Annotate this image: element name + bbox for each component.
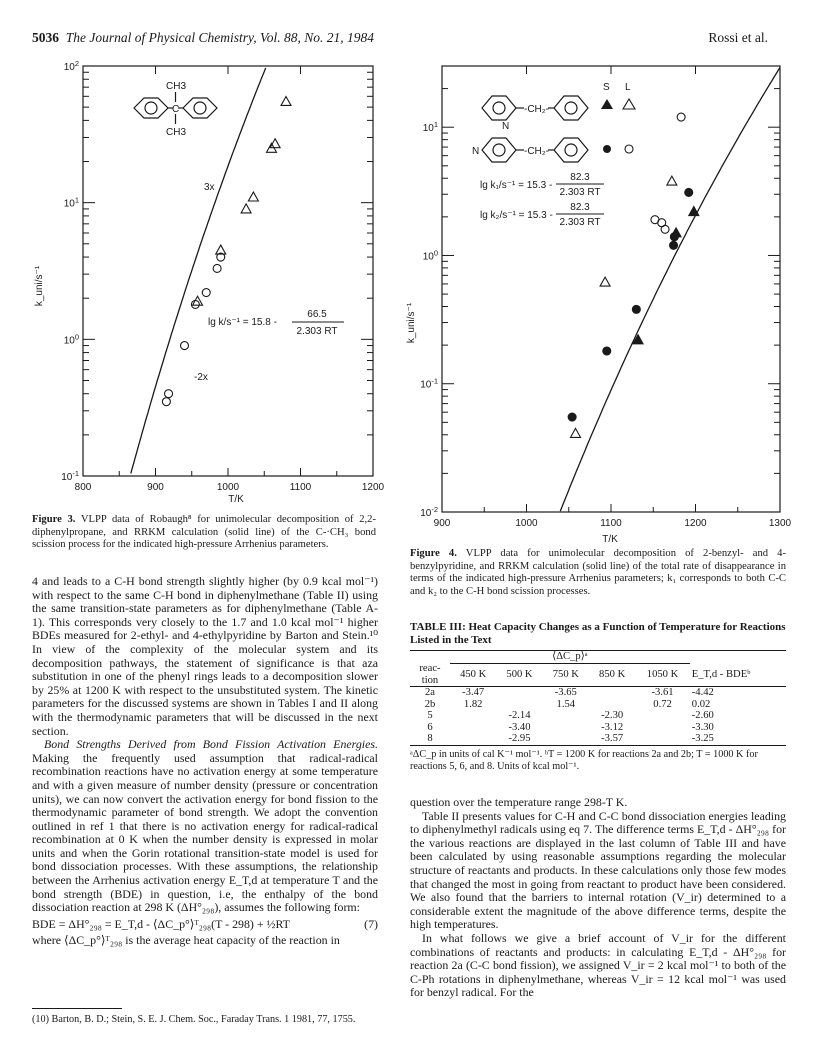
figure-4-eq2-lhs: lg k₂/s⁻¹ = 15.3 - xyxy=(480,210,553,221)
table-row xyxy=(410,710,786,722)
table-cell-c500: -2.14 xyxy=(508,710,531,721)
figure-4-caption-label: Figure 4. xyxy=(410,548,457,559)
legend-triangle-open xyxy=(623,99,635,109)
right-para-2: Table II presents values for C-H and C-C bond dissociation energies leading to diphenylmethyl radicals using eq 7. The difference terms E_T,d - ΔH°₂₉₈ for the various reactions are displayed in the last column of Table III and have been calculated by using reasonable assumptions regarding the molecular structure of reactants and products. In these calculations only those few modes that changed the most in going from reactant to product have been considered. We also found that the barriers to internal rotation (V_ir) determined to a considerable extent the magnitude of the above difference terms, despite the high temperatures. xyxy=(410,808,786,932)
table-cell-diff: -4.42 xyxy=(691,687,714,698)
x-tick-label: 1200 xyxy=(684,518,707,529)
figure-3-equation-lhs: lg k/s⁻¹ = 15.8 - xyxy=(208,317,277,328)
table-cell-c1050 xyxy=(635,733,689,745)
data-point-triangle-open xyxy=(241,204,251,213)
table-cell-c750 xyxy=(543,722,589,734)
label-3x: 3x xyxy=(204,182,215,193)
footnote-10: (10) Barton, B. D.; Stein, S. E. J. Chem. Soc., Faraday Trans. 1 1981, 77, 1755. xyxy=(32,1014,356,1025)
table-cell-c750: -3.65 xyxy=(554,687,577,698)
data-point-circle-open xyxy=(181,342,189,350)
table-cell-c500: -3.40 xyxy=(508,721,531,733)
table-cell-reaction: 2b xyxy=(424,698,436,710)
right-para-1: question over the temperature range 298-T K. xyxy=(410,795,628,809)
data-point-circle-filled xyxy=(632,305,640,313)
legend-circle-filled xyxy=(603,145,611,153)
y-tick-label: $10^{-2}$ xyxy=(420,505,438,519)
data-point-circle-filled xyxy=(603,347,611,355)
figure-3-equation-num: 66.5 xyxy=(307,309,327,320)
table-cell-c850: -3.57 xyxy=(601,733,624,744)
table-3-col-750: 750 K xyxy=(552,669,579,680)
pyridine-n-2: N xyxy=(502,121,510,132)
data-point-circle-filled xyxy=(670,241,678,249)
table-cell-c850 xyxy=(589,687,635,699)
data-point-circle-open xyxy=(661,225,669,233)
figure-4-eq1-lhs: lg k₁/s⁻¹ = 15.3 - xyxy=(480,180,553,191)
figure-4-frame xyxy=(442,66,780,512)
table-cell-reaction: 6 xyxy=(427,721,433,733)
left-para-2 xyxy=(32,738,378,915)
table-cell-c450 xyxy=(450,722,496,734)
table-3-col-1050: 1050 K xyxy=(646,669,679,680)
table-cell-c850 xyxy=(589,699,635,711)
ch2-label-2: -CH₂- xyxy=(524,146,549,157)
data-point-circle-filled xyxy=(670,233,678,241)
table-3-group-header: ⟨ΔC_p⟩ᵃ xyxy=(450,651,690,663)
x-tick-label: 1000 xyxy=(515,518,538,529)
table-3-col-reaction: reac-tion xyxy=(419,663,441,686)
figure-4-eq2-den: 2.303 RT xyxy=(559,217,601,228)
legend-s-header: S xyxy=(603,82,610,93)
left-column-text xyxy=(32,575,378,948)
table-cell-c750 xyxy=(543,710,589,722)
y-tick-label: $10^{-1}$ xyxy=(420,376,438,391)
x-tick-label: 1200 xyxy=(361,482,385,493)
table-cell-diff: -2.60 xyxy=(691,710,714,721)
data-point-circle-filled xyxy=(568,413,576,421)
struct-ch3-top: CH3 xyxy=(166,81,187,92)
table-cell-c450 xyxy=(450,710,496,722)
table-cell-c500 xyxy=(496,687,542,699)
y-tick-label: $10^0$ xyxy=(422,248,438,263)
data-point-triangle-open xyxy=(667,176,677,185)
running-header-authors: Rossi et al. xyxy=(708,30,768,45)
page-number: 5036 xyxy=(32,30,59,45)
x-tick-label: 800 xyxy=(74,482,92,493)
table-3-col-850: 850 K xyxy=(599,669,626,680)
y-tick-label: $10^{-1}$ xyxy=(61,469,79,483)
plot-frame xyxy=(83,66,373,476)
left-para-3: where ⟨ΔC_p°⟩ᵀ₂₉₈ is the average heat capacity of the reaction in xyxy=(32,933,340,948)
table-cell-c500 xyxy=(496,699,542,711)
data-point-circle-open xyxy=(213,264,221,272)
y-tick-label: $10^2$ xyxy=(63,59,79,73)
left-para-2-heading: Bond Strengths Derived from Bond Fission Activation Energies. xyxy=(44,737,378,752)
x-tick-label: 1300 xyxy=(768,518,792,529)
table-cell-c1050: -3.61 xyxy=(651,687,674,698)
plot-frame xyxy=(442,66,780,512)
y-tick-label: $10^0$ xyxy=(63,332,79,347)
x-tick-label: 1000 xyxy=(216,482,240,493)
table-3 xyxy=(410,621,786,773)
figure-3-chart xyxy=(28,58,388,508)
data-point-circle-open xyxy=(202,289,210,297)
legend-circle-open xyxy=(625,145,633,153)
table-3-col-diff: E_T,d - BDEᵇ xyxy=(691,668,751,680)
table-cell-c850: -3.12 xyxy=(601,721,624,733)
table-row xyxy=(410,722,786,734)
label-2x: -2x xyxy=(194,372,208,383)
x-tick-label: 1100 xyxy=(600,518,622,529)
figure-3-equation-den: 2.303 RT xyxy=(296,326,338,337)
table-cell-diff: -3.30 xyxy=(691,721,714,733)
data-point-triangle-open xyxy=(248,192,258,201)
table-cell-c500: -2.95 xyxy=(508,733,531,744)
equation-7 xyxy=(32,918,378,932)
left-para-1: 4 and leads to a C-H bond strength slightly higher (by 0.9 kcal mol⁻¹) with respect to the same C-H bond in diphenylmethane (Table II) using the same transition-state parameters as for diphenylmethane (Table A-1). This corresponds very closely to the 1.7 and 1.0 kcal mol⁻¹ higher BDEs measured for 2-ethyl- and 4-ethylpyridine by Barton and Stein.¹⁰ In view of the complexity of the molecular system and its decomposition pathways, the statement of significance is that aza substitution in one of the phenyl rings leads to a decomposition slower by 25% at 1200 K with respect to the unsubstituted system. The kinetic parameters for the discussed systems are shown in Tables I and II along with the thermodynamic parameters that will be discussed in the next section. xyxy=(32,574,378,738)
table-3-grid xyxy=(410,651,786,745)
table-cell-reaction: 2a xyxy=(425,687,435,698)
table-3-col-450: 450 K xyxy=(460,669,487,680)
figure-4-eq1-num: 82.3 xyxy=(570,172,590,183)
ch2-label-1: -CH₂- xyxy=(524,104,549,115)
figure-4-ticks xyxy=(420,66,791,529)
figure-4-caption xyxy=(410,548,786,598)
table-3-col-500: 500 K xyxy=(506,669,533,680)
x-tick-label: 900 xyxy=(433,518,451,529)
table-3-footnote: ᵃΔC_p in units of cal K⁻¹ mol⁻¹. ᵇT = 1200 K for reactions 2a and 2b; T = 1000 K for reactions 5, 6, and 8. Units of kcal mol⁻¹. xyxy=(410,748,758,772)
struct-c: C xyxy=(172,104,180,115)
figure-4-eq2-num: 82.3 xyxy=(570,202,590,213)
legend-triangle-filled xyxy=(601,99,613,109)
table-cell-diff: -3.25 xyxy=(691,733,714,744)
left-para-2-text: Making the frequently used assumption that radical-radical recombination reactions have no activation energy at some temperature and with a given measure of number density (pressure or concentration units), we can now convert the activation energy for bond fission to the thermodynamic parameter of bond strength. We adopt the convention outlined in ref 1 that there is no activation energy for radical-radical recombination at 0 K when the number density is expressed in molar units and when the Gorin rotational transition-state model is used for bond dissociation processes. With these assumptions, the relationship between the Arrhenius activation energy E_T,d at temperature T and the bond strength (BDE) in question, i.e, the enthalpy of the bond dissociation reaction at 298 K (ΔH°₂₉₈), assumes the following form: xyxy=(32,750,378,915)
figure-3-caption-text: VLPP data of Robaugh⁸ for unimolecular decomposition of 2,2-diphenylpropane, and RRKM calculation (solid line) of the C-·CH₃ bond scission process for the indicated high-pressure Arrhenius parameters. xyxy=(32,514,376,551)
data-point-circle-open xyxy=(677,113,685,121)
figure-3-frame xyxy=(83,66,373,476)
table-row xyxy=(410,687,786,699)
figure-3-y-axis-label: k_uni/s⁻¹ xyxy=(34,265,45,307)
figure-4-marks xyxy=(560,68,780,512)
pyridine-n-4: N xyxy=(472,146,480,157)
figure-4-eq1-den: 2.303 RT xyxy=(559,187,601,198)
data-point-circle-open xyxy=(162,398,170,406)
equation-7-body: BDE = ΔH°₂₉₈ = E_T,d - ⟨ΔC_p°⟩ᵀ₂₉₈(T - 298) + ½RT xyxy=(32,916,290,931)
rrkm-fit-line xyxy=(131,68,266,474)
table-cell-c850: -2.30 xyxy=(601,710,624,721)
table-cell-reaction: 8 xyxy=(427,733,433,744)
table-cell-c1050 xyxy=(635,710,689,722)
x-tick-label: 1100 xyxy=(289,482,312,493)
data-point-circle-filled xyxy=(685,188,693,196)
right-column-text xyxy=(410,796,786,1000)
data-point-triangle-open xyxy=(281,96,291,105)
figure-4-chart xyxy=(400,58,800,548)
figure-3-ticks xyxy=(61,59,384,493)
y-tick-label: $10^1$ xyxy=(63,195,79,210)
figure-4-x-axis-label: T/K xyxy=(602,534,618,545)
figure-3-caption-label: Figure 3. xyxy=(32,514,76,525)
journal-citation: The Journal of Physical Chemistry, Vol. 88, No. 21, 1984 xyxy=(65,30,374,45)
data-point-circle-open xyxy=(165,390,173,398)
figure-3-x-axis-label: T/K xyxy=(228,494,244,505)
struct-ch3-bottom: CH3 xyxy=(166,127,187,138)
table-cell-c450: -3.47 xyxy=(462,687,485,698)
table-row xyxy=(410,699,786,711)
table-cell-c750 xyxy=(543,733,589,745)
data-point-triangle-open xyxy=(600,277,610,286)
table-cell-reaction: 5 xyxy=(427,710,433,721)
figure-3-caption xyxy=(32,514,376,552)
table-cell-diff: 0.02 xyxy=(691,698,711,710)
table-cell-c1050: 0.72 xyxy=(653,698,672,710)
right-para-3: In what follows we give a brief account of V_ir for the different combinations of reactants and products: in calculating E_T,d - ΔH°₂₉₈ for reaction 2a (C-C bond fission), we assigned V_ir = 2 kcal mol⁻¹ to both of the C-Ph rotations in diphenylmethane, whereas V_ir = 12 kcal mol⁻¹ was used for benzyl radical. For the xyxy=(410,930,786,1000)
running-header-left xyxy=(32,30,374,46)
legend-l-header: L xyxy=(625,82,631,93)
figure-4-caption-text: VLPP data for unimolecular decomposition of 2-benzyl- and 4-benzylpyridine, and RRKM calculation (solid line) of the total rate of disappearance in terms of the indicated high-pressure Arrhenius parameters; k₁ corresponds to both C-C and k₂ to the C-H bond scission processes. xyxy=(410,548,786,597)
data-point-triangle-open xyxy=(571,428,581,437)
figure-4-y-axis-label: k_uni/s⁻¹ xyxy=(406,302,417,344)
figure-3-marks xyxy=(131,68,291,474)
table-cell-c450 xyxy=(450,733,496,745)
table-3-title: TABLE III: Heat Capacity Changes as a Function of Temperature for Reactions Listed in the Text xyxy=(410,621,786,646)
table-cell-c450: 1.82 xyxy=(463,698,483,710)
rrkm-fit-line xyxy=(560,68,780,512)
footnote-rule xyxy=(32,1008,122,1009)
equation-7-number: (7) xyxy=(364,916,378,931)
x-tick-label: 900 xyxy=(147,482,164,493)
table-row xyxy=(410,733,786,745)
table-cell-c1050 xyxy=(635,722,689,734)
y-tick-label: $10^1$ xyxy=(422,120,438,135)
table-cell-c750: 1.54 xyxy=(556,698,576,710)
